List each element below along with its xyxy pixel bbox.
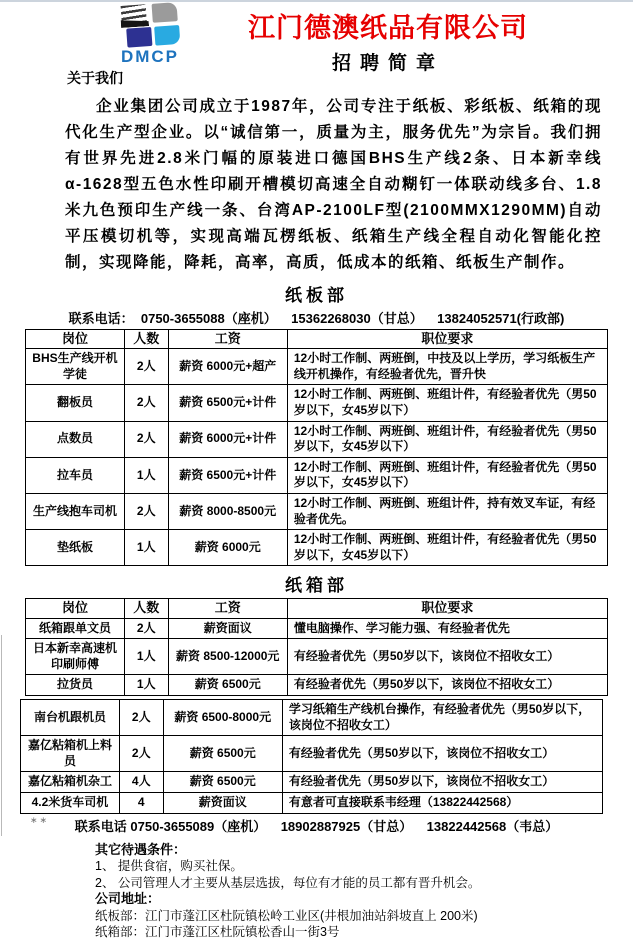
column-header-headcount: 人数: [124, 599, 168, 618]
job-title-cell: 拉货员: [26, 675, 125, 696]
headcount-cell: 4人: [119, 772, 163, 793]
salary-cell: 薪资 6500元: [163, 736, 282, 772]
headcount-cell: 1人: [124, 675, 168, 696]
headcount-cell: 2人: [119, 700, 163, 736]
salary-cell: 薪资面议: [163, 792, 282, 813]
job-title-cell: 嘉亿粘箱机上料员: [21, 736, 120, 772]
table-row: [26, 675, 608, 696]
headcount-cell: 2人: [124, 494, 168, 530]
table-row: [21, 736, 603, 772]
salary-cell: 薪资 6000元+超产: [168, 349, 287, 385]
carton-dept-jobs-table-bottom: [20, 699, 603, 814]
headcount-cell: 1人: [124, 530, 168, 566]
carton-dept-contact-line: 联系电话 0750-3655089（座机） 18902887925（甘总） 13822442568（韦总）: [74, 818, 559, 834]
board-dept-title: 纸板部: [285, 286, 348, 305]
benefits-list: [95, 858, 608, 891]
requirements-cell: 有经验者优先（男50岁以下，该岗位不招收女工）: [287, 675, 607, 696]
job-title-cell: 生产线抱车司机: [26, 494, 125, 530]
job-title-cell: 4.2米货车司机: [21, 792, 120, 813]
salary-cell: 薪资 6000元+计件: [168, 421, 287, 457]
about-us-heading: 关于我们: [67, 70, 123, 86]
logo-text: DMCP: [120, 47, 180, 66]
headcount-cell: 2人: [124, 618, 168, 639]
headcount-cell: 4: [119, 792, 163, 813]
table-row: [26, 457, 608, 493]
requirements-cell: 有经验者优先（男50岁以下，该岗位不招收女工）: [287, 639, 607, 675]
requirements-cell: 有经验者优先（男50岁以下，该岗位不招收女工）: [282, 736, 602, 772]
column-header-salary: 工资: [168, 599, 287, 618]
requirements-cell: 12小时工作制、两班倒、班组计件，有经验者优先（男50岁以下，女45岁以下）: [287, 530, 607, 566]
benefit-item: 1、 提供食宿，购买社保。: [95, 859, 243, 874]
requirements-cell: 有意者可直接联系韦经理（13822442568）: [282, 792, 602, 813]
requirements-cell: 12小时工作制、两班倒，中技及以上学历，学习纸板生产线开机操作，有经验者优先，晋升快: [287, 349, 607, 385]
salary-cell: 薪资 6500-8000元: [163, 700, 282, 736]
company-intro-paragraph: 企业集团公司成立于1987年，公司专注于纸板、彩纸板、纸箱的现代化生产型企业。以“诚信第一，质量为主，服务优先”为宗旨。我们拥有世界先进2.8米门幅的原装进口德国BHS生产线2条、日本新幸线 α-1628型五色水性印刷开槽模切高速全自动糊钉一体联动线多台、1.8米九色预印生产线一条、台湾AP-2100LF型(2100MMX1290MM)自动平压模切机等，实现高端瓦楞纸板、纸箱生产线全程自动化智能化控制，实现降能，降耗，高率，高质，低成本的纸箱、纸板生产制作。: [65, 98, 602, 271]
carton-dept-jobs-table-top: [25, 598, 608, 696]
column-header-headcount: 人数: [124, 330, 168, 349]
page-edge-line: [1, 635, 2, 836]
job-title-cell: 翻板员: [26, 385, 125, 421]
headcount-cell: 1人: [124, 639, 168, 675]
company-logo: [92, 4, 208, 67]
job-title-cell: 纸箱跟单文员: [26, 618, 125, 639]
address-line: 纸板部：江门市蓬江区杜阮镇松岭工业区(井根加油站斜坡直上 200米): [95, 908, 478, 923]
job-title-cell: BHS生产线开机学徒: [26, 349, 125, 385]
logo-navy-square: [126, 27, 152, 48]
address-list: [95, 908, 608, 940]
requirements-cell: 12小时工作制、两班倒、班组计件，有经验者优先（男50岁以下，女45岁以下）: [287, 385, 607, 421]
table-row: [26, 639, 608, 675]
headcount-cell: 1人: [124, 457, 168, 493]
requirements-cell: 学习纸箱生产线机台操作，有经验者优先（男50岁以下，该岗位不招收女工）: [282, 700, 602, 736]
salary-cell: 薪资 6500元+计件: [168, 457, 287, 493]
job-title-cell: 日本新幸高速机印刷师傅: [26, 639, 125, 675]
document-subtitle: 招聘简章: [331, 53, 444, 74]
salary-cell: 薪资 6000元: [168, 530, 287, 566]
requirements-cell: 12小时工作制、两班倒、班组计件，持有效叉车证，有经验者优先。: [287, 494, 607, 530]
salary-cell: 薪资 6500元: [168, 675, 287, 696]
requirements-cell: 12小时工作制、两班倒、班组计件，有经验者优先（男50岁以下，女45岁以下）: [287, 457, 607, 493]
table-row: [21, 772, 603, 793]
carton-dept-title: 纸箱部: [285, 576, 348, 596]
document-header: [0, 2, 633, 74]
benefits-section: [95, 842, 608, 940]
table-row: [26, 530, 608, 566]
company-name: 江门德澳纸品有限公司: [248, 13, 528, 43]
table-row: [26, 385, 608, 421]
table-row: [26, 618, 608, 639]
benefits-heading: 其它待遇条件：: [95, 841, 187, 857]
table-header-row: [26, 330, 608, 349]
table-row: [26, 494, 608, 530]
headcount-cell: 2人: [124, 349, 168, 385]
column-header-requirements: 职位要求: [287, 330, 607, 349]
logo-cyan-square: [154, 25, 180, 46]
column-header-requirements: 职位要求: [287, 599, 607, 618]
document-body: [0, 68, 633, 940]
requirements-cell: 12小时工作制、两班倒、班组计件，有经验者优先（男50岁以下，女45岁以下）: [287, 421, 607, 457]
headcount-cell: 2人: [119, 736, 163, 772]
salary-cell: 薪资 6500元+计件: [168, 385, 287, 421]
job-title-cell: 嘉亿粘箱机杂工: [21, 772, 120, 793]
job-title-cell: 点数员: [26, 421, 125, 457]
column-header-job: 岗位: [26, 330, 125, 349]
address-heading: 公司地址：: [95, 890, 161, 906]
job-title-cell: 垫纸板: [26, 530, 125, 566]
table-row: [21, 700, 603, 736]
column-header-job: 岗位: [26, 599, 125, 618]
board-dept-contact-line: 联系电话： 0750-3655088（座机） 15362268030（甘总） 13824052571(行政部): [68, 311, 565, 326]
table-row: [26, 421, 608, 457]
table-header-row: [26, 599, 608, 618]
logo-gray-square: [152, 2, 178, 23]
salary-cell: 薪资 6500元: [163, 772, 282, 793]
requirements-cell: 懂电脑操作、学习能力强、有经验者优先: [287, 618, 607, 639]
column-header-salary: 工资: [168, 330, 287, 349]
logo-pinwheel-icon: [120, 2, 181, 48]
benefit-item: 2、 公司管理人才主要从基层选拔，每位有才能的员工都有晋升机会。: [95, 875, 481, 890]
salary-cell: 薪资 8500-12000元: [168, 639, 287, 675]
address-line: 纸箱部：江门市蓬江区杜阮镇松香山一街3号: [95, 925, 340, 940]
salary-cell: 薪资面议: [168, 618, 287, 639]
job-title-cell: 南台机跟机员: [21, 700, 120, 736]
board-dept-jobs-table: [25, 329, 608, 566]
table-row: [21, 792, 603, 813]
headcount-cell: 2人: [124, 385, 168, 421]
requirements-cell: 有经验者优先（男50岁以下，该岗位不招收女工）: [282, 772, 602, 793]
title-block: [195, 6, 581, 75]
table-row: [26, 349, 608, 385]
salary-cell: 薪资 8000-8500元: [168, 494, 287, 530]
headcount-cell: 2人: [124, 421, 168, 457]
job-title-cell: 拉车员: [26, 457, 125, 493]
page-artifact-marks: ∗∗: [30, 815, 50, 825]
